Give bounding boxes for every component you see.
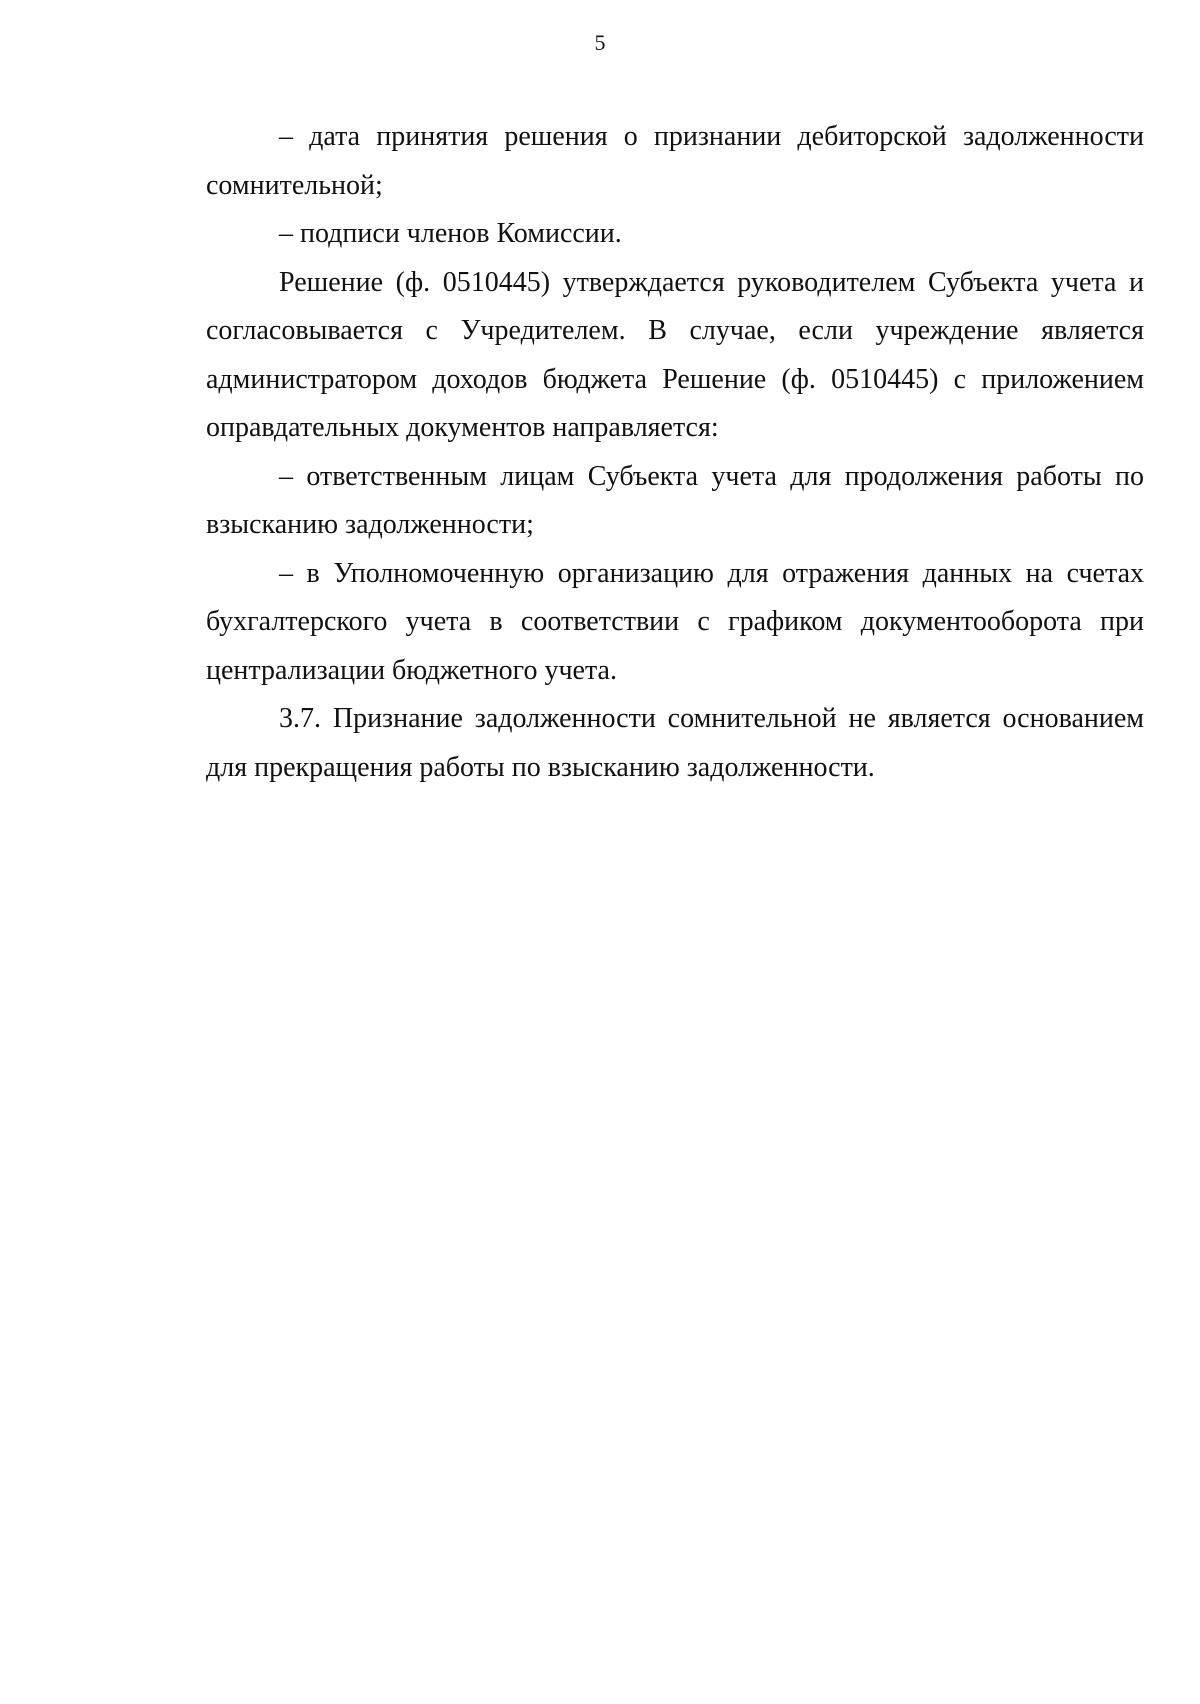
paragraph-commission-signatures: – подписи членов Комиссии.	[279, 218, 622, 249]
paragraph-dubious-debt-date: – дата принятия решения о признании дебиторской задолженности сомнительной;	[206, 121, 1144, 201]
document-body	[206, 113, 1144, 792]
paragraph-section-3-7: 3.7. Признание задолженности сомнительной не является основанием для прекращения работы по взысканию задолженности.	[206, 703, 1144, 783]
paragraph-responsible-persons: – ответственным лицам Субъекта учета для продолжения работы по взысканию задолженности;	[206, 460, 1144, 540]
paragraph-authorized-organization: – в Уполномоченную организацию для отражения данных на счетах бухгалтерского учета в соответствии с графиком документооборота при централизации бюджетного учета.	[206, 557, 1144, 686]
paragraph-decision-approval: Решение (ф. 0510445) утверждается руководителем Субъекта учета и согласовывается с Учредителем. В случае, если учреждение является администратором доходов бюджета Решение (ф. 0510445) с приложением оправдательных документов направляется:	[206, 266, 1144, 443]
page-number: 5	[594, 30, 606, 55]
